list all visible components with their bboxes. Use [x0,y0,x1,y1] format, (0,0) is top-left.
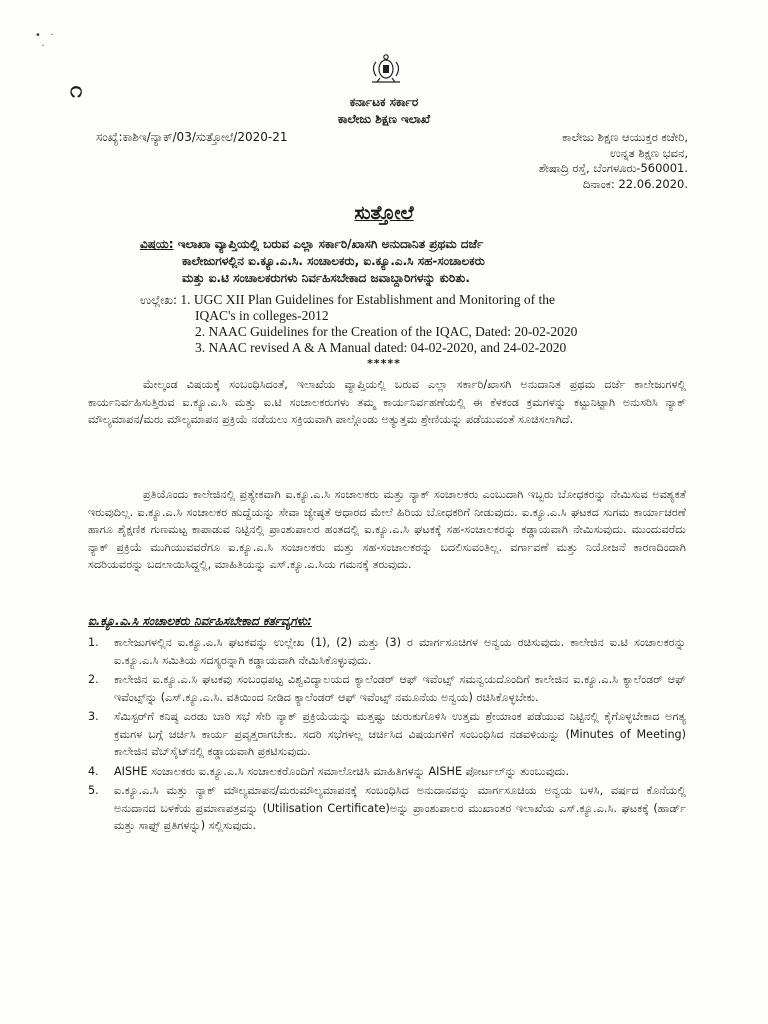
item-number: 5. [88,784,99,797]
scan-specks: • · · [35,30,54,52]
reference-item: 3. NAAC revised A & A Manual dated: 04-02-2020, and 24-02-2020 [195,340,567,355]
item-text: ಕಾಲೇಜಿನ ಐ.ಕ್ಯೂ.ಎ.ಸಿ ಘಟಕವು ಸಂಬಂಧಪಟ್ಟ ವಿಶ್ವವಿದ್ಯಾಲಯದ ಕ್ಯಾಲೆಂಡರ್ ಆಫ್ ಇವೆಂಟ್ಸ್ ಸಮನ್ವಯದೊಂದಿಗೆ ಕಾಲೇಜಿನ ಐ.ಕ್ಯೂ.ಎ.ಸಿ ಕ್ಯಾಲೆಂಡರ್ ಆಫ್ ಇವೆಂಟ್ಸ್‌ನ್ನು (ಎಸ್.ಕ್ಯೂ.ಎ.ಸಿ. ವತಿಯಿಂದ ನೀಡಿದ ಕ್ಯಾಲೆಂಡರ್ ಆಫ್ ಇವೆಂಟ್ಸ್ ನಮೂನೆಯ ಅನ್ವಯ) ರಚಿಸಿಕೊಳ್ಳಬೇಕು. [114,673,686,704]
item-text: AISHE ಸಂಚಾಲಕರು ಐ.ಕ್ಯೂ.ಎ.ಸಿ ಸಂಚಾಲಕರೊಂದಿಗೆ ಸಮಾಲೋಚಿಸಿ ಮಾಹಿತಿಗಳನ್ನು AISHE ಪೋರ್ಟಲ್‌ನ್ನು ತುಂಬುವುದು. [114,764,570,778]
list-item [88,671,686,706]
item-number: 4. [88,764,99,778]
state-emblem-icon [366,52,406,86]
list-item [88,634,686,669]
government-name: ಕರ್ನಾಟಕ ಸರ್ಕಾರ [349,95,419,109]
reference-item: 1. UGC XII Plan Guidelines for Establishment and Monitoring of the [177,292,555,307]
item-text: ಸೆಮಿಸ್ಟರ್‌ಗೆ ಕನಿಷ್ಠ ಎರಡು ಬಾರಿ ಸಭೆ ಸೇರಿ ನ್ಯಾಕ್ ಪ್ರಕ್ರಿಯೆಯನ್ನು ಮತ್ತಷ್ಟು ಚುರುಕುಗೊಳಿಸಿ ಉತ್ತಮ ಶ್ರೇಯಾಂಕ ಪಡೆಯುವ ನಿಟ್ಟಿನಲ್ಲಿ ಕೈಗೊಳ್ಳಬೇಕಾದ ಅಗತ್ಯ ಕ್ರಮಗಳ ಬಗ್ಗೆ ಚರ್ಚಿಸಿ ಕಾರ್ಯ ಪ್ರವೃತ್ತರಾಗಬೇಕು. ಸದರಿ ಸಭೆಗಳಲ್ಲ ಚರ್ಚಿಸಿದ ವಿಷಯಗಳಿಗೆ ಸಂಬಂಧಿಸಿದ ನಡವಳಿಯನ್ನು (Minutes of Meeting) ಕಾಲೇಜಿನ ವೆಬ್‌ಸೈಟ್‌ನಲ್ಲಿ ಕಡ್ಡಾಯವಾಗಿ ಪ್ರಕಟಿಸುವುದು. [114,710,686,758]
office-address [470,130,688,192]
body-paragraph: ಮೇಲ್ಕಂಡ ವಿಷಯಕ್ಕೆ ಸಂಬಂಧಿಸಿದಂತೆ, ಇಲಾಖೆಯ ವ್ಯಾಪ್ತಿಯಲ್ಲಿ ಬರುವ ಎಲ್ಲಾ ಸರ್ಕಾರಿ/ಖಾಸಗಿ ಅನುದಾನಿತ ಪ್ರಥಮ ದರ್ಜೆ ಕಾಲೇಜುಗಳಲ್ಲಿ ಕಾರ್ಯನಿರ್ವಹಿಸುತ್ತಿರುವ ಐ.ಕ್ಯೂ.ಎ.ಸಿ ಮತ್ತು ಐ.ಟಿ ಸಂಚಾಲಕರುಗಳು ತಮ್ಮ ಕಾರ್ಯನಿರ್ವಹಣೆಯಲ್ಲಿ ಈ ಕೆಳಕಂಡ ಕ್ರಮಗಳನ್ನು ಕಟ್ಟುನಿಟ್ಟಾಗಿ ಅನುಸರಿಸಿ ನ್ಯಾಕ್ ಮೌಲ್ಯಮಾಪನ/ಮರು ಮೌಲ್ಯಮಾಪನ ಪ್ರಕ್ರಿಯೆ ನಡೆಯಲು ಸಕ್ರಿಯವಾಗಿ ಪಾಲ್ಗೊಂಡು ಅತ್ಯುತ್ತಮ ಶ್ರೇಣಿಯನ್ನು ಪಡೆಯುವಂತೆ ಸೂಚಿಸಲಾಗಿದೆ. [88,378,686,426]
reference-item-cont: IQAC's in colleges-2012 [195,308,329,323]
duties-list [88,634,686,837]
item-number: 3. [88,710,99,723]
subject-block [140,236,660,287]
separator: ***** [367,357,401,370]
corner-mark: ೧ [70,78,83,103]
list-item [88,782,686,835]
office-line: ಉನ್ನತ ಶಿಕ್ಷಣ ಭವನ, [610,145,688,160]
reference-item: 2. NAAC Guidelines for the Creation of the IQAC, Dated: 20-02-2020 [195,324,578,339]
duties-heading: ಐ.ಕ್ಯೂ.ಎ.ಸಿ ಸಂಚಾಲಕರು ನಿರ್ವಹಿಸಬೇಕಾದ ಕರ್ತವ್ಯಗಳು: [88,614,312,628]
subject-label: ವಿಷಯ: [140,237,174,251]
reference-number: ಸಂಖ್ಯೆ:ಕಾಶಿಇ/ನ್ಯಾಕ್/03/ಸುತ್ತೋಲೆ/2020-21 [96,130,288,144]
list-item [88,763,686,781]
item-number: 1. [88,636,99,649]
item-number: 2. [88,673,99,686]
references-label: ಉಲ್ಲೇಖ: [140,293,178,307]
office-line: ಶೇಷಾದ್ರಿ ರಸ್ತೆ, ಬೆಂಗಳೂರು-560001. [538,161,688,175]
body-paragraph: ಪ್ರತಿಯೊಂದು ಕಾಲೇಜಿನಲ್ಲಿ ಪ್ರತ್ಯೇಕವಾಗಿ ಐ.ಕ್ಯೂ.ಎ.ಸಿ ಸಂಚಾಲಕರು ಮತ್ತು ನ್ಯಾಕ್ ಸಂಚಾಲಕರು ಎಂಬುದಾಗಿ ಇಬ್ಬರು ಬೋಧಕರನ್ನು ನೇಮಿಸುವ ಅವಶ್ಯಕತೆ ಇರುವುದಿಲ್ಲ. ಐ.ಕ್ಯೂ.ಎ.ಸಿ ಸಂಚಾಲಕರ ಹುದ್ದೆಯನ್ನು ಸೇವಾ ಜ್ಯೇಷ್ಠತೆ ಆಧಾರದ ಮೇಲೆ ಹಿರಿಯ ಬೋಧಕರಿಗೆ ನೀಡುವುದು. ಐ.ಕ್ಯೂ.ಎ.ಸಿ ಘಟಕದ ಸುಗಮ ಕಾರ್ಯಾಚರಣೆ ಹಾಗೂ ಶೈಕ್ಷಣಿಕ ಗುಣಮಟ್ಟ ಕಾಪಾಡುವ ನಿಟ್ಟಿನಲ್ಲಿ ಪ್ರಾಂಶುಪಾಲರ ಹಂತದಲ್ಲಿ ಐ.ಕ್ಯೂ.ಎ.ಸಿ ಘಟಕಕ್ಕೆ ಸಹ-ಸಂಚಾಲಕರನ್ನು ಕಡ್ಡಾಯವಾಗಿ ನೇಮಿಸುವುದು. ಮುಂದುವರೆದು ನ್ಯಾಕ್ ಪ್ರಕ್ರಿಯೆ ಮುಗಿಯುವವರೆಗೂ ಐ.ಕ್ಯೂ.ಎ.ಸಿ ಸಂಚಾಲಕರು ಮತ್ತು ಸಹ-ಸಂಚಾಲಕರನ್ನು ಬದಲಿಸುವಂತಿಲ್ಲ. ವರ್ಗಾವಣೆ ಮತ್ತು ನಿಯೋಜನೆ ಕಾರಣದಿಂದಾಗಿ ಸದರಿಯವರನ್ನು ಬದಲಾಯಿಸಿದ್ದಲ್ಲಿ, ಮಾಹಿತಿಯನ್ನು ಎಸ್.ಕ್ಯೂ.ಎ.ಸಿಯ ಗಮನಕ್ಕೆ ತರುವುದು. [88,488,686,571]
subject-line: ಮತ್ತು ಐ.ಟಿ ಸಂಚಾಲಕರುಗಳು ನಿರ್ವಹಿಸಬೇಕಾದ ಜವಾಬ್ದಾರಿಗಳನ್ನು ಕುರಿತು. [182,271,470,285]
subject-line: ಇಲಾಖಾ ವ್ಯಾಪ್ತಿಯಲ್ಲಿ ಬರುವ ಎಲ್ಲಾ ಸರ್ಕಾರಿ/ಖಾಸಗಿ ಅನುದಾನಿತ ಪ್ರಥಮ ದರ್ಜೆ [173,237,484,251]
list-item [88,708,686,761]
circular-title: ಸುತ್ತೋಲೆ [354,202,414,224]
item-text: ಕಾಲೇಜುಗಳಲ್ಲಿನ ಐ.ಕ್ಯೂ.ಎ.ಸಿ ಘಟಕವನ್ನು ಉಲ್ಲೇಖ (1), (2) ಮತ್ತು (3) ರ ಮಾರ್ಗಸೂಚಿಗಳ ಅನ್ವಯ ರಚಿಸುವುದು. ಕಾಲೇಜಿನ ಐ.ಟಿ ಸಂಚಾಲಕರನ್ನು ಐ.ಕ್ಯೂ.ಎ.ಸಿ ಸಮಿತಿಯ ಸದಸ್ಯರನ್ನಾಗಿ ಕಡ್ಡಾಯವಾಗಿ ನೇಮಿಸಿಕೊಳ್ಳುವುದು. [114,636,686,667]
office-line: ಕಾಲೇಜು ಶಿಕ್ಷಣ ಆಯುಕ್ತರ ಕಚೇರಿ, [562,130,688,144]
references-block [140,292,660,356]
subject-line: ಕಾಲೇಜುಗಳಲ್ಲಿನ ಐ.ಕ್ಯೂ.ಎ.ಸಿ. ಸಂಚಾಲಕರು, ಐ.ಕ್ಯೂ.ಎ.ಸಿ ಸಹ-ಸಂಚಾಲಕರು [182,254,485,268]
item-text: ಐ.ಕ್ಯೂ.ಎ.ಸಿ ಮತ್ತು ನ್ಯಾಕ್ ಮೌಲ್ಯಮಾಪನ/ಮರುಮೌಲ್ಯಮಾಪನಕ್ಕೆ ಸಂಬಂಧಿಸಿದ ಅನುದಾನವನ್ನು ಮಾರ್ಗಸೂಚಿಯ ಅನ್ವಯ ಬಳಸಿ, ವರ್ಷದ ಕೊನೆಯಲ್ಲಿ ಅನುದಾನದ ಬಳಕೆಯ ಪ್ರಮಾಣಪತ್ರವನ್ನು (Utilisation Certificate)ಅನ್ನು ಪ್ರಾಂಶುಪಾಲರ ಮುಖಾಂತರ ಇಲಾಖೆಯ ಎಸ್.ಕ್ಯೂ.ಎ.ಸಿ. ಘಟಕಕ್ಕೆ (ಹಾರ್ಡ್ ಮತ್ತು ಸಾಫ್ಟ್ ಪ್ರತಿಗಳನ್ನು) ಸಲ್ಲಿಸುವುದು. [114,784,686,832]
department-name: ಕಾಲೇಜು ಶಿಕ್ಷಣ ಇಲಾಖೆ [337,112,431,126]
date-line: ದಿನಾಂಕ: 22.06.2020. [582,176,688,191]
